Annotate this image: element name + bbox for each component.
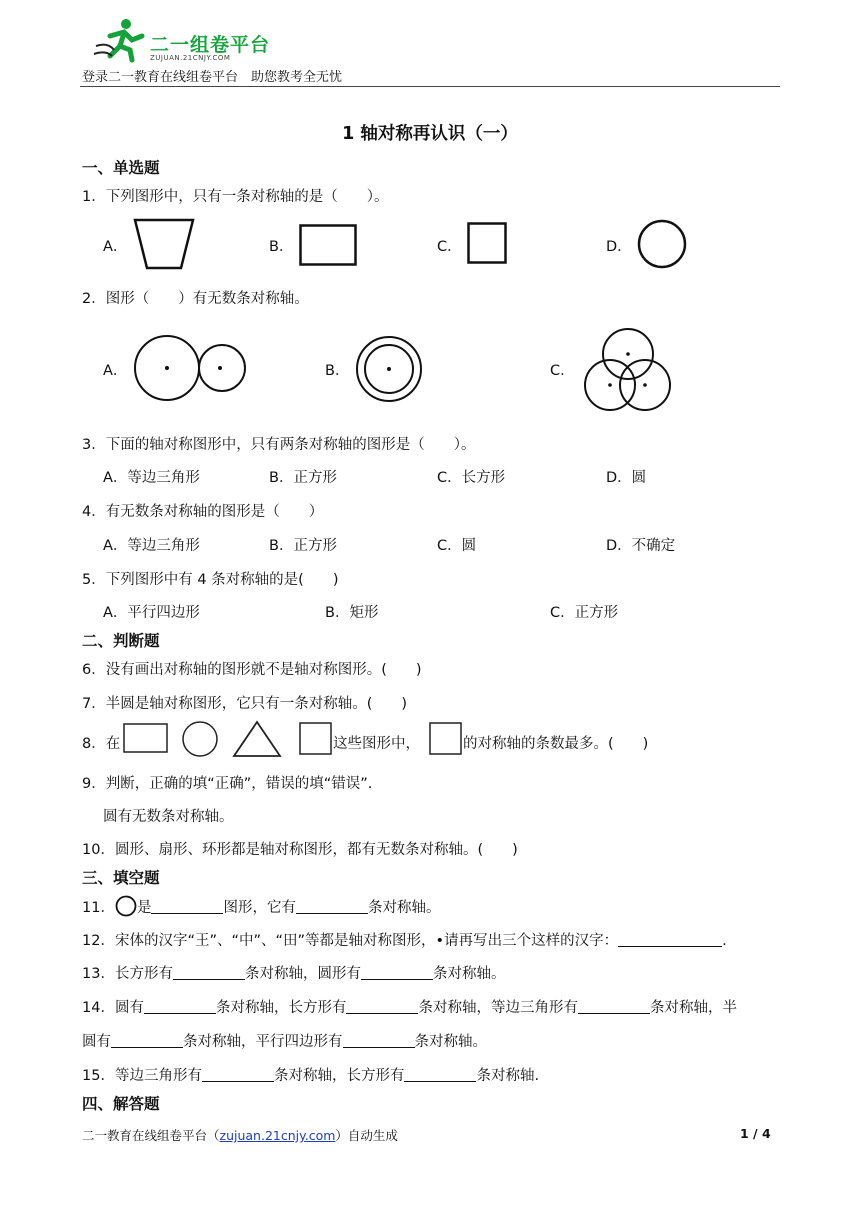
q11-blank-2[interactable] (296, 897, 368, 914)
footer-text-b: ）自动生成 (335, 1128, 398, 1143)
q13-blank-2[interactable] (361, 963, 433, 980)
q13-text-a: 13．长方形有 (82, 966, 173, 982)
question-4-stem: 4．有无数条对称轴的图形是（ ） (82, 504, 324, 520)
q11-blank-1[interactable] (151, 897, 223, 914)
q3-option-b: B．正方形 (269, 470, 337, 486)
question-8-prefix: 8．在 (82, 736, 121, 752)
q11-text-c: 条对称轴。 (367, 900, 441, 916)
q14-blank-4[interactable] (111, 1031, 183, 1048)
q2-option-a-label: A． (103, 363, 128, 379)
q15-text-a: 15．等边三角形有 (82, 1068, 202, 1084)
q14-blank-3[interactable] (578, 997, 650, 1014)
concentric-circles-shape (354, 334, 424, 404)
runner-logo-icon (92, 16, 152, 64)
trapezoid-shape (133, 218, 195, 270)
logo-text: 二一组卷平台 (150, 34, 271, 56)
section-heading-answer: 四、解答题 (82, 1095, 160, 1113)
question-14-line-2 (82, 1030, 487, 1051)
circle-shape (637, 219, 687, 269)
q14-text-f: 条对称轴，平行四边形有 (183, 1034, 343, 1050)
q5-option-b: B．矩形 (325, 605, 379, 621)
q12-text-b: . (722, 933, 727, 949)
q15-text-c: 条对称轴. (476, 1068, 540, 1084)
q12-blank[interactable] (618, 930, 722, 947)
logo-url-text: ZUJUAN.21CNJY.COM (150, 54, 231, 62)
question-10-stem: 10．圆形、扇形、环形都是轴对称图形，都有无数条对称轴。( ) (82, 842, 518, 858)
q4-option-c: C．圆 (437, 538, 477, 554)
q11-circle-shape (115, 895, 137, 917)
three-circles-shape (583, 327, 675, 415)
q5-option-c: C．正方形 (550, 605, 619, 621)
section-heading-true-false: 二、判断题 (82, 632, 160, 650)
footer-link[interactable]: zujuan.21cnjy.com (219, 1128, 336, 1143)
q14-text-a: 14．圆有 (82, 1000, 144, 1016)
q8-circle-shape (181, 721, 221, 759)
q14-text-e: 圆有 (82, 1034, 111, 1050)
section-heading-fill-blank: 三、填空题 (82, 869, 160, 887)
section-heading-single-choice: 一、单选题 (82, 159, 160, 177)
page-title: 1 轴对称再认识（一） (342, 124, 518, 144)
q14-blank-1[interactable] (144, 997, 216, 1014)
q14-text-d: 条对称轴，半 (649, 1000, 737, 1016)
footer-source (82, 1126, 398, 1144)
q14-blank-2[interactable] (346, 997, 418, 1014)
q3-option-a: A．等边三角形 (103, 470, 200, 486)
q14-text-g: 条对称轴。 (414, 1034, 487, 1050)
two-circles-shape (132, 334, 248, 402)
q15-blank-2[interactable] (404, 1065, 476, 1082)
question-2-stem: 2．图形（ ）有无数条对称轴。 (82, 291, 309, 307)
question-15 (82, 1064, 539, 1085)
q14-blank-5[interactable] (343, 1031, 415, 1048)
q13-blank-1[interactable] (173, 963, 245, 980)
question-6-stem: 6．没有画出对称轴的图形就不是轴对称图形。( ) (82, 662, 422, 678)
q3-option-d: D．圆 (606, 470, 647, 486)
question-5-stem: 5．下列图形中有 4 条对称轴的是( ) (82, 572, 339, 588)
question-13 (82, 962, 505, 983)
q1-option-a-label: A． (103, 239, 128, 255)
question-8-mid: 这些图形中， (333, 736, 420, 752)
question-12 (82, 929, 727, 950)
q14-text-c: 条对称轴，等边三角形有 (418, 1000, 578, 1016)
question-8-suffix: 的对称轴的条数最多。( ) (463, 736, 649, 752)
q8-square-shape (299, 722, 333, 756)
page-number: 1 / 4 (740, 1126, 771, 1141)
q11-number: 11． (82, 900, 115, 916)
q4-option-b: B．正方形 (269, 538, 337, 554)
q1-option-c-label: C． (437, 239, 462, 255)
q15-blank-1[interactable] (202, 1065, 274, 1082)
footer-text-a: 二一教育在线组卷平台（ (82, 1128, 220, 1143)
q5-option-a: A．平行四边形 (103, 605, 200, 621)
q12-text-a: 12．宋体的汉字“王”、“中”、“田”等都是轴对称图形，•请再写出三个这样的汉字： (82, 933, 619, 949)
square-shape (467, 222, 507, 264)
q8-triangle-shape (232, 720, 282, 758)
rectangle-shape (299, 224, 357, 266)
question-9-line-2: 圆有无数条对称轴。 (103, 809, 234, 825)
q4-option-d: D．不确定 (606, 538, 676, 554)
q13-text-c: 条对称轴。 (432, 966, 506, 982)
header-divider (80, 86, 780, 87)
q15-text-b: 条对称轴，长方形有 (273, 1068, 405, 1084)
q3-option-c: C．长方形 (437, 470, 506, 486)
question-7-stem: 7．半圆是轴对称图形，它只有一条对称轴。( ) (82, 696, 408, 712)
question-3-stem: 3．下面的轴对称图形中，只有两条对称轴的图形是（ ）。 (82, 437, 476, 453)
q2-option-b-label: B． (325, 363, 350, 379)
question-14-line-1 (82, 996, 737, 1017)
q1-option-b-label: B． (269, 239, 294, 255)
q8-rectangle-shape (123, 723, 169, 755)
q4-option-a: A．等边三角形 (103, 538, 200, 554)
q11-text-b: 图形，它有 (223, 900, 296, 916)
q8-answer-square-shape (429, 722, 463, 756)
q11-text-a: 是 (136, 900, 152, 916)
q2-option-c-label: C． (550, 363, 575, 379)
q13-text-b: 条对称轴，圆形有 (244, 966, 361, 982)
question-11 (82, 895, 440, 917)
question-9-line-1: 9．判断，正确的填“正确”，错误的填“错误”. (82, 776, 373, 792)
q1-option-d-label: D． (606, 239, 632, 255)
header-slogan: 登录二一教育在线组卷平台 助您教考全无忧 (82, 70, 343, 85)
question-1-stem: 1．下列图形中，只有一条对称轴的是（ ）。 (82, 189, 389, 205)
q14-text-b: 条对称轴，长方形有 (215, 1000, 347, 1016)
